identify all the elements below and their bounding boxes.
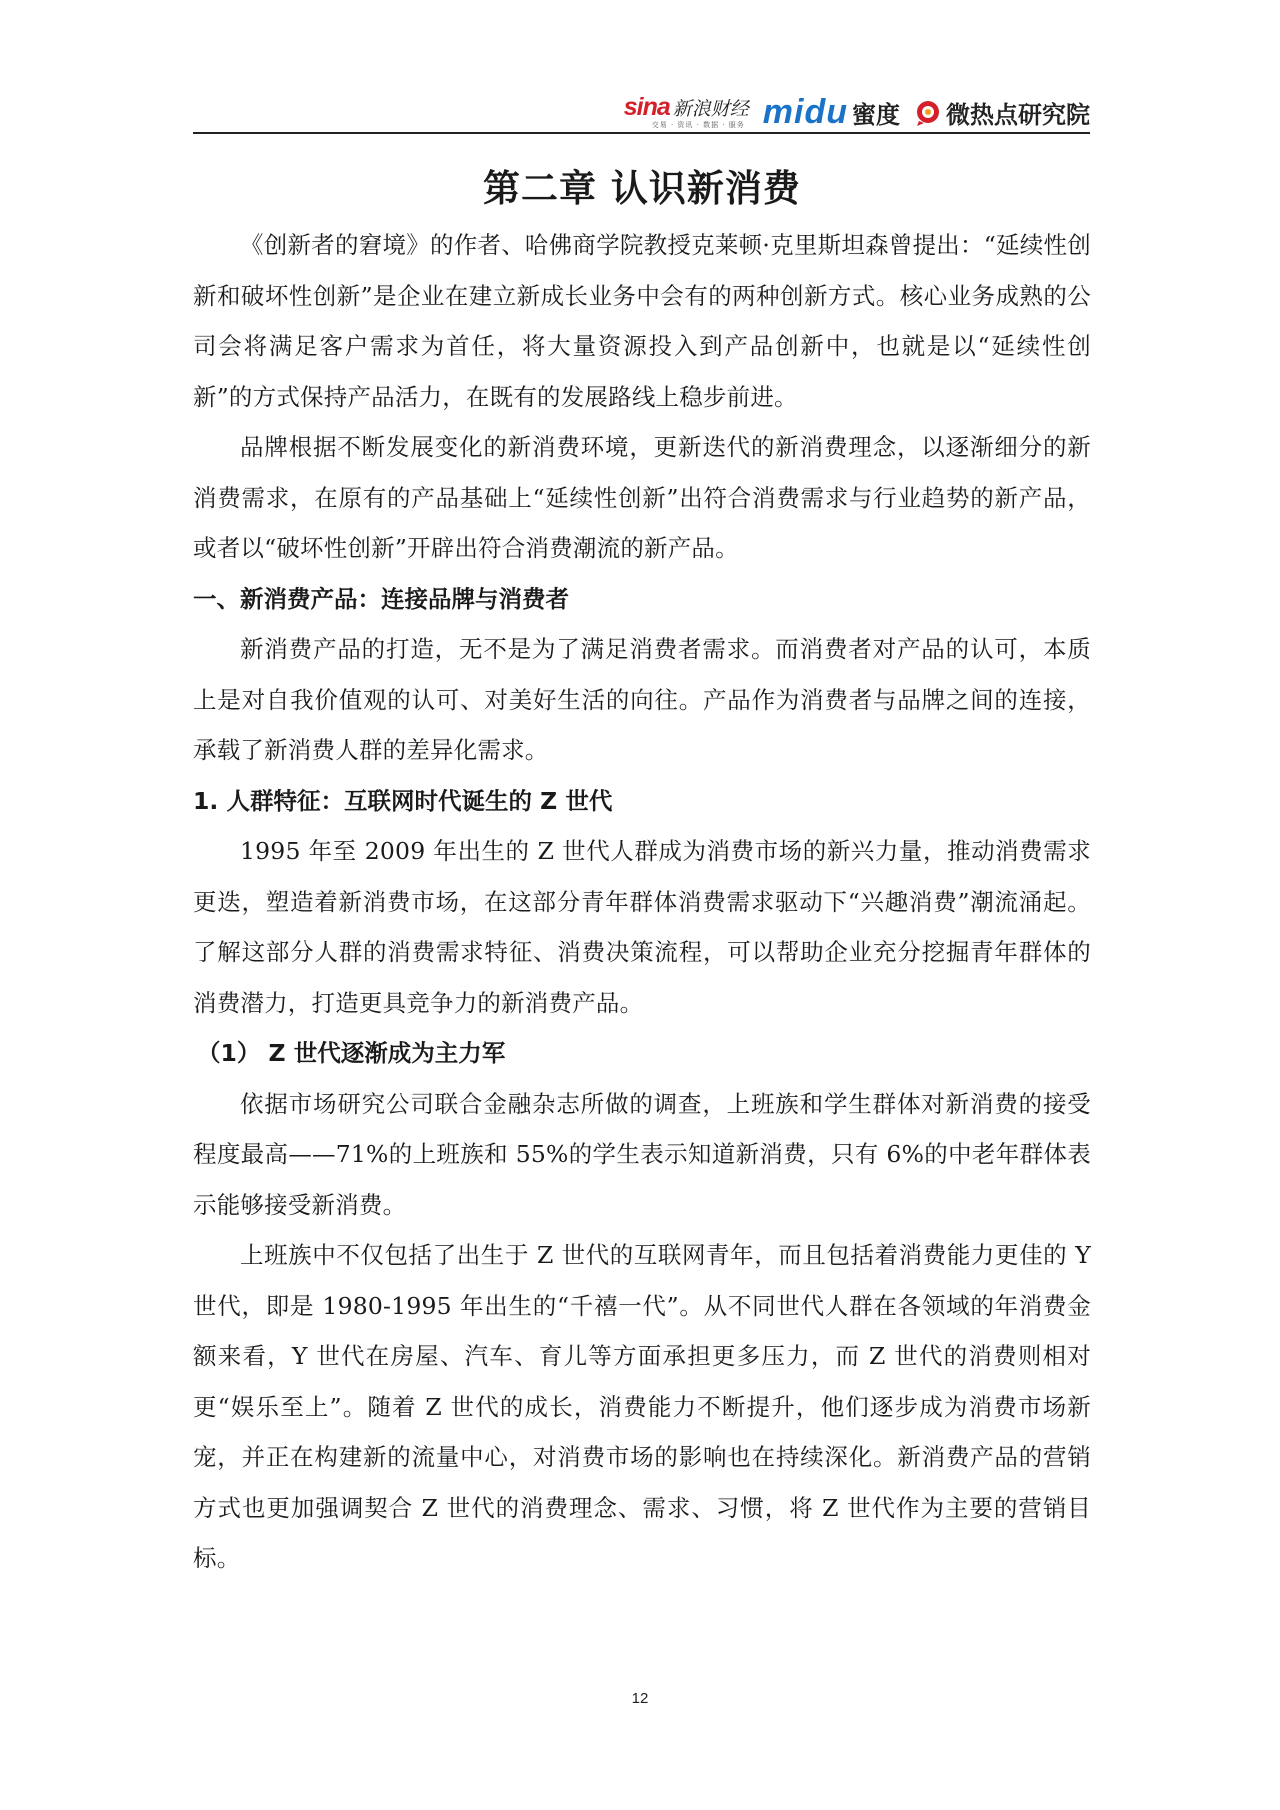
section-heading: 1. 人群特征：互联网时代诞生的 Z 世代 bbox=[193, 786, 613, 815]
weiredian-eye-icon bbox=[914, 99, 942, 127]
midu-logo-word: midu bbox=[762, 93, 848, 131]
paragraph: 依据市场研究公司联合金融杂志所做的调查，上班族和学生群体对新消费的接受程度最高——71%的上班族和 55%的学生表示知道新消费，只有 6%的中老年群体表示能够接受新消费。 bbox=[193, 1089, 1091, 1219]
sina-logo-tagline: 交易 · 资讯 · 数据 · 服务 bbox=[651, 121, 745, 129]
chapter-title: 第二章 认识新消费 bbox=[483, 167, 801, 210]
header-logos bbox=[624, 90, 1090, 130]
section-heading: 一、新消费产品：连接品牌与消费者 bbox=[193, 584, 569, 613]
weiredian-logo-cn: 微热点研究院 bbox=[946, 101, 1090, 129]
paragraph: 品牌根据不断发展变化的新消费环境，更新迭代的新消费理念，以逐渐细分的新消费需求，在原有的产品基础上“延续性创新”出符合消费需求与行业趋势的新产品，或者以“破坏性创新”开辟出符合消费潮流的新产品。 bbox=[193, 433, 1091, 562]
sina-logo-cn: 新浪财经 bbox=[672, 98, 749, 120]
midu-logo-cn: 蜜度 bbox=[852, 101, 900, 129]
sina-finance-logo bbox=[624, 93, 749, 130]
page-number: 12 bbox=[631, 1690, 649, 1707]
body-text bbox=[193, 220, 1091, 1584]
weiredian-logo bbox=[914, 95, 1090, 130]
subsection-heading: （1） Z 世代逐渐成为主力军 bbox=[197, 1039, 506, 1067]
midu-logo bbox=[763, 95, 900, 130]
paragraph: 新消费产品的打造，无不是为了满足消费者需求。而消费者对产品的认可，本质上是对自我价值观的认可、对美好生活的向往。产品作为消费者与品牌之间的连接，承载了新消费人群的差异化需求。 bbox=[193, 635, 1091, 764]
page-header bbox=[193, 82, 1090, 134]
paragraph: 《创新者的窘境》的作者、哈佛商学院教授克莱顿·克里斯坦森曾提出：“延续性创新和破坏性创新”是企业在建立新成长业务中会有的两种创新方式。核心业务成熟的公司会将满足客户需求为首任，将大量资源投入到产品创新中，也就是以“延续性创新”的方式保持产品活力，在既有的发展路线上稳步前进。 bbox=[193, 231, 1091, 411]
page-content bbox=[193, 158, 1091, 1584]
paragraph: 1995 年至 2009 年出生的 Z 世代人群成为消费市场的新兴力量，推动消费需求更迭，塑造着新消费市场，在这部分青年群体消费需求驱动下“兴趣消费”潮流涌起。了解这部分人群的消费需求特征、消费决策流程，可以帮助企业充分挖掘青年群体的消费潜力，打造更具竞争力的新消费产品。 bbox=[193, 837, 1091, 1017]
sina-logo-word: sina bbox=[623, 93, 670, 121]
paragraph: 上班族中不仅包括了出生于 Z 世代的互联网青年，而且包括着消费能力更佳的 Y 世代，即是 1980-1995 年出生的“千禧一代”。从不同世代人群在各领域的年消费金额来看，Y 世代在房屋、汽车、育儿等方面承担更多压力，而 Z 世代的消费则相对更“娱乐至上”。随着 Z 世代的成长，消费能力不断提升，他们逐步成为消费市场新宠，并正在构建新的流量中心，对消费市场的影响也在持续深化。新消费产品的营销方式也更加强调契合 Z 世代的消费理念、需求、习惯，将 Z 世代作为主要的营销目标。 bbox=[193, 1241, 1091, 1572]
